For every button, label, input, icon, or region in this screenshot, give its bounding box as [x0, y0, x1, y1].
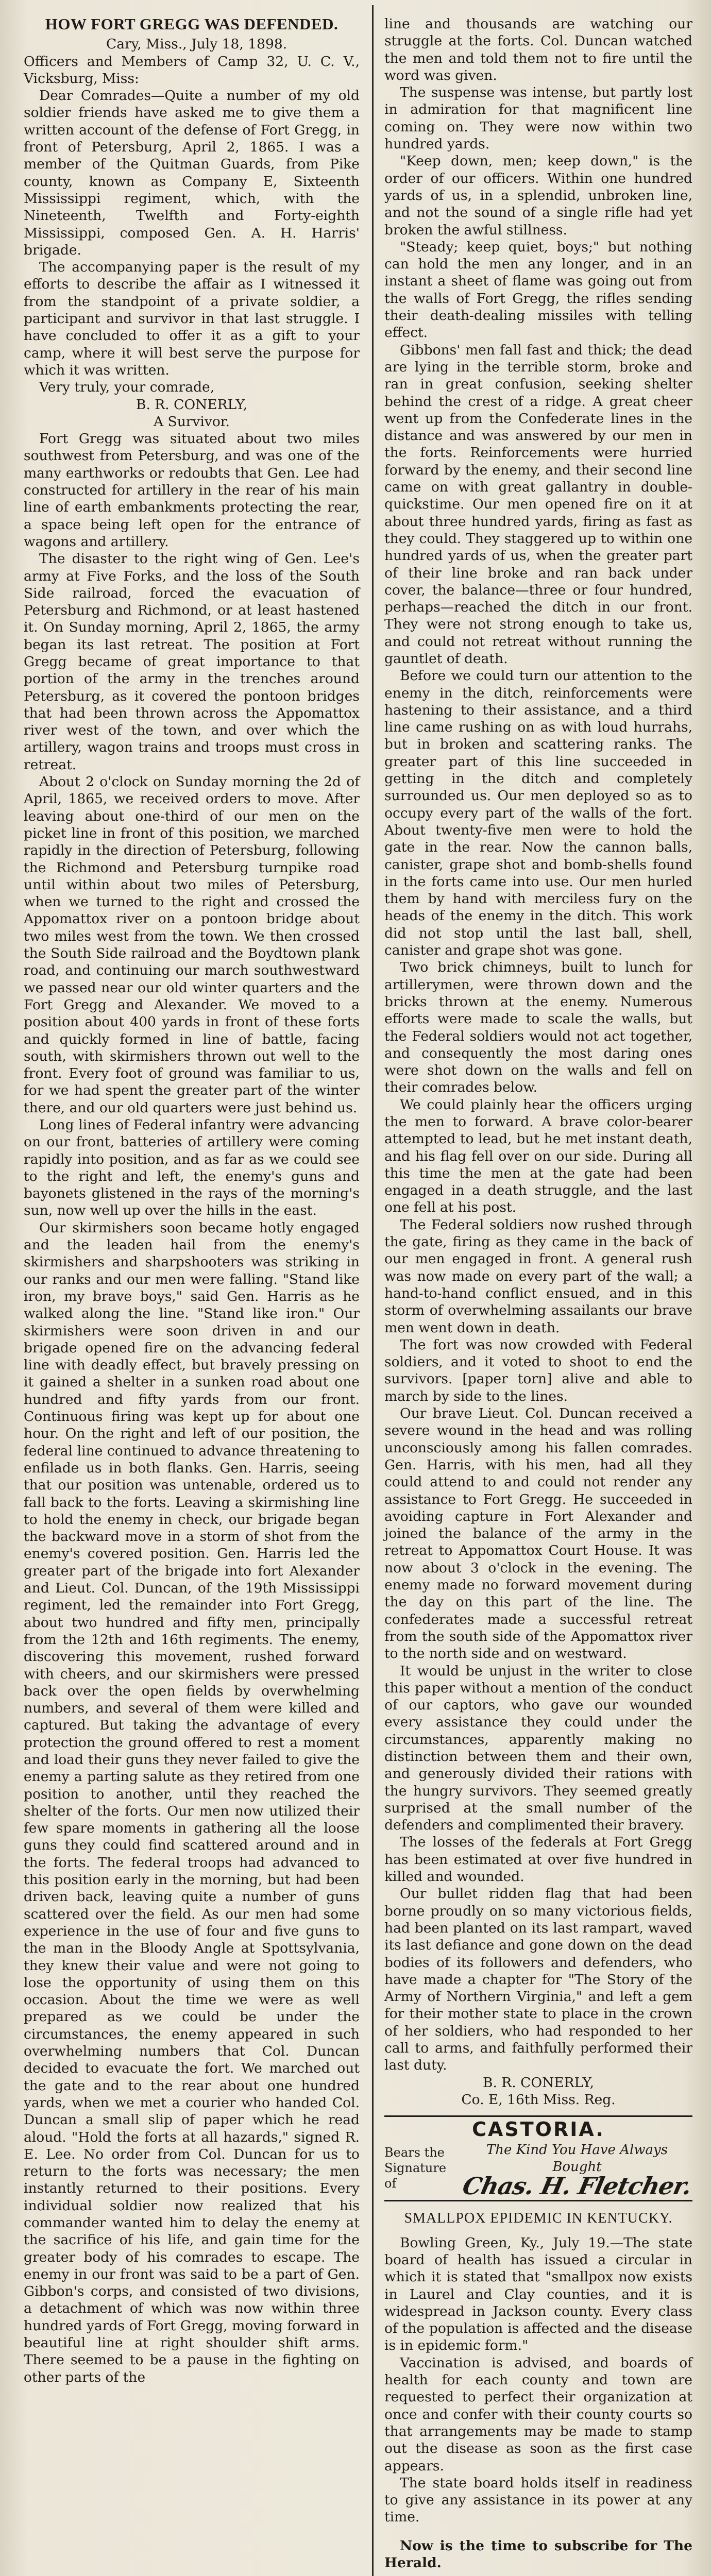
- body-paragraph: Our brave Lieut. Col. Duncan received a severe wound in the head and was rolling unconsciously among his fallen comrades. Gen. Harris, with his men, had all they could attend to and could not render any assistance to Fort Gregg. He succeeded in avoiding capture in Fort Alexander and joined the balance of the army in the retreat to Appomattox Court House. It was now about 3 o'clock in the evening. The enemy made no forward movement during the day on this part of the line. The confederates made a successful retreat from the south side of the Appomattox river to the north side and on westward.: [384, 1405, 692, 1662]
- closing-signature-title: Co. E, 16th Miss. Reg.: [461, 2091, 616, 2108]
- letter-paragraph: The accompanying paper is the result of my efforts to describe the affair as I witnessed it from the standpoint of a private soldier, a participant and survivor in that last struggle. I have concluded to offer it as a gift to your camp, where it will best serve the purpose for which it was written.: [24, 259, 360, 378]
- ad-left-line: Signature: [384, 2161, 447, 2176]
- ad-left-line: of: [384, 2176, 397, 2191]
- body-paragraph: The losses of the federals at Fort Gregg has been estimated at over five hundred in killed and wounded.: [384, 1834, 692, 1885]
- article-headline: HOW FORT GREGG WAS DEFENDED.: [45, 15, 338, 33]
- body-paragraph: Gibbons' men fall fast and thick; the dead are lying in the terrible storm, broke and ran in great confusion, seeking shelter behind the crest of a ridge. A great cheer went up from the Confederate lines in the distance and was answered by our men in the forts. Reinforcements were hurried forward by the enemy, and their second line came on with great gallantry in double-quickstime. Our men opened fire on it at about three hundred yards, firing as fast as they could. They staggered up to within one hundred yards of us, when the greater part of their line broke and ran back under cover, the balance—three or four hundred, perhaps—reached the ditch in our front. They were not strong enough to take us, and could not retreat without running the gauntlet of death.: [384, 342, 692, 667]
- body-paragraph: Fort Gregg was situated about two miles southwest from Petersburg, and was one of the many earthworks or redoubts that Gen. Lee had constructed for artillery in the rear of his main line of earth embankments protecting the rear, a space being left open for the entrance of wagons and artillery.: [24, 431, 360, 550]
- news-paragraph: The state board holds itself in readiness to give any assistance in its power at any time.: [384, 2475, 692, 2526]
- body-paragraph: Before we could turn our attention to the enemy in the ditch, reinforcements were hastening to their assistance, and a third line came rushing on as with loud hurrahs, but in broken and scattering ranks. The greater part of this line succeeded in getting in the ditch and completely surrounded us. Our men deployed so as to occupy every part of the walls of the fort. About twenty-five men were to hold the gate in the rear. Now the cannon balls, canister, grape shot and bomb-shells found in the forts came into use. Our men hurled them by hand with merciless fury on the heads of the enemy in the ditch. This work did not stop until the last ball, shell, canister and grape shot was gone.: [384, 668, 692, 959]
- ad-tagline: The Kind You Have Always Bought: [486, 2142, 668, 2175]
- ad-title: CASTORIA.: [472, 2118, 605, 2141]
- letter-paragraph: Dear Comrades—Quite a number of my old soldier friends have asked me to give them a written account of the defense of Fort Gregg, in front of Petersburg, April 2, 1865. I was a member of the Quitman Guards, from Pike county, known as Company E, Sixteenth Mississippi regiment, which, with the Nineteenth, Twelfth and Forty-eighth Mississippi, composed Gen. A. H. Harris' brigade.: [24, 88, 360, 258]
- body-paragraph: The suspense was intense, but partly lost in admiration for that magnificent line coming on. They were now within two hundred yards.: [384, 84, 692, 152]
- left-column: [24, 15, 360, 2386]
- body-paragraph: It would be unjust in the writer to close this paper without a mention of the conduct of our captors, who gave our wounded every assistance they could under the circumstances, apparently making no distinction between them and their own, and generously divided their rations with the hungry survivors. They seemed greatly surprised at the small number of the defenders and complimented their bravery.: [384, 1663, 692, 1834]
- body-paragraph: Two brick chimneys, built to lunch for artillerymen, were thrown down and the bricks thrown at the enemy. Numerous efforts were made to scale the walls, but the Federal soldiers would not act together, and consequently the most daring ones were shot down on the walls and fell on their comrades below.: [384, 959, 692, 1096]
- letter-closing: Very truly, your comrade,: [39, 379, 215, 396]
- castoria-advertisement: [384, 2115, 695, 2201]
- body-paragraph: Our bullet ridden flag that had been borne proudly on so many victorious fields, had been planted on its last rampart, waved its last defiance and gone down on the dead bodies of its followers and defenders, who have made a chapter for "The Story of the Army of Northern Virginia," and left a gem for their mother state to place in the crown of her soldiers, who had responded to her call to arms, and faithfully performed their last duty.: [384, 1886, 692, 2074]
- news-headline: SMALLPOX EPIDEMIC IN KENTUCKY.: [404, 2210, 673, 2227]
- body-paragraph: We could plainly hear the officers urging the men to forward. A brave color-bearer attempted to lead, but he met instant death, and his flag fell over on our side. During all this time the men at the gate had been engaged in a death struggle, and the last one fell at his post.: [384, 1096, 692, 1216]
- article-dateline: Cary, Miss., July 18, 1898.: [106, 36, 287, 53]
- body-paragraph: The fort was now crowded with Federal soldiers, and it voted to shoot to end the survivors. [paper torn] alive and able to march by side to the lines.: [384, 1336, 692, 1404]
- body-paragraph: About 2 o'clock on Sunday morning the 2d of April, 1865, we received orders to move. After leaving about one-third of our men on the picket line in front of this position, we marched rapidly in the direction of Petersburg, following the Richmond and Petersburg turnpike road until within about two miles of Petersburg, when we turned to the right and crossed the Appomattox river on a pontoon bridge about two miles west from the town. We then crossed the South Side railroad and the Boydtown plank road, and continuing our march southwestward we passed near our old winter quarters and the Fort Gregg and Alexander. We moved to a position about 400 yards in front of these forts and quickly formed in line of battle, facing south, with skirmishers thrown out well to the front. Every foot of ground was familiar to us, for we had spent the greater part of the winter there, and our old quarters were just behind us.: [24, 774, 360, 1116]
- author-title: A Survivor.: [153, 413, 230, 430]
- body-paragraph: The Federal soldiers now rushed through the gate, firing as they came in the back of our men engaged in front. A general rush was now made on every part of the wall; a hand-to-hand conflict ensued, and in this storm of overwhelming assailants our brave men went down in death.: [384, 1216, 692, 1336]
- body-paragraph: "Steady; keep quiet, boys;" but nothing can hold the men any longer, and in an instant a sheet of flame was going out from the walls of Fort Gregg, the rifles sending their death-dealing missiles with telling effect.: [384, 239, 692, 341]
- closing-signature-name: B. R. CONERLY,: [482, 2074, 594, 2091]
- body-paragraph: The disaster to the right wing of Gen. Lee's army at Five Forks, and the loss of the South Side railroad, forced the evacuation of Petersburg and Richmond, or at least hastened it. On Sunday morning, April 2, 1865, the army began its last retreat. The position at Fort Gregg became of great importance to that portion of the army in the trenches around Petersburg, as it covered the pontoon bridges that had been thrown across the Appomattox river west of the town, and over which the artillery, wagon trains and troops must cross in retreat.: [24, 551, 360, 773]
- ad-left-text: [384, 2145, 462, 2191]
- ad-left-line: Bears the: [384, 2145, 445, 2160]
- author-name: B. R. CONERLY,: [136, 396, 247, 413]
- ad-body: [384, 2142, 695, 2200]
- body-paragraph: "Keep down, men; keep down," is the order of our officers. Within one hundred yards of us, in a splendid, unbroken line, and not the sound of a single rifle had yet broken the awful stillness.: [384, 153, 692, 238]
- column-divider: [372, 5, 374, 2576]
- right-column: [384, 15, 695, 2571]
- article-salutation: Officers and Members of Camp 32, U. C. V., Vicksburg, Miss:: [24, 53, 360, 87]
- ad-right: [460, 2142, 695, 2200]
- body-paragraph: Our skirmishers soon became hotly engaged and the leaden hail from the enemy's skirmishers and sharpshooters was striking in our ranks and our men were falling. "Stand like iron, my brave boys," said Gen. Harris as he walked along the line. "Stand like iron." Our skirmishers were soon driven in and our brigade opened fire on the advancing federal line with deadly effect, but bravely pressing on it gained a shelter in a sunken road about one hundred and fifty yards from our front. Continuous firing was kept up for about one hour. On the right and left of our position, the federal line continued to advance threatening to enfilade us in both flanks. Gen. Harris, seeing that our position was untenable, ordered us to fall back to the forts. Leaving a skirmishing line to hold the enemy in check, our brigade began the backward move in a storm of shot from the enemy's covered position. Gen. Harris led the greater part of the brigade into fort Alexander and Lieut. Col. Duncan, of the 19th Mississippi regiment, led the remainder into Fort Gregg, about two hundred and fifty men, principally from the 12th and 16th regiments. The enemy, discovering this movement, rushed forward with cheers, and our skirmishers were pressed back over the open fields by overwhelming numbers, and several of them were killed and captured. But taking the advantage of every protection the ground offered to rest a moment and load their guns they never failed to give the enemy a parting salute as they retired from one position to another, until they reached the shelter of the forts. Our men now utilized their few spare moments in gathering all the loose guns they could find scattered around and in the forts. The federal troops had advanced to this position early in the morning, but had been driven back, leaving quite a number of guns scattered over the field. As our men had some experience in the use of four and five guns to the man in the Bloody Angle at Spottsylvania, they knew their value and were not going to lose the opportunity of using them on this occasion. About the time we were as well prepared as we could be under the circumstances, the enemy appeared in such overwhelming numbers that Col. Duncan decided to evacuate the fort. We marched out the gate and to the rear about one hundred yards, when we met a courier who handed Col. Duncan a small slip of paper which he read aloud. "Hold the forts at all hazards," signed R. E. Lee. No order from Col. Duncan for us to return to the forts was necessary; the men instantly returned to their positions. Every individual soldier now realized that his commander wanted him to delay the enemy at the sacrifice of his life, and gain time for the greater body of his comrades to escape. The enemy in our front was said to be a part of Gen. Gibbon's corps, and consisted of two divisions, a detachment of which was now within three hundred yards of Fort Gregg, moving forward in beautiful line at right shoulder shift arms. There seemed to be a pause in the fighting on other parts of the: [24, 1219, 360, 2385]
- fletcher-signature: Chas. H. Fletcher.: [460, 2172, 695, 2200]
- body-paragraph: line and thousands are watching our struggle at the forts. Col. Duncan watched the men and told them not to fire until the word was given.: [384, 16, 692, 83]
- subscribe-notice: Now is the time to subscribe for The Herald.: [384, 2537, 692, 2571]
- news-paragraph: Vaccination is advised, and boards of health for each county and town are requested to perfect their organization at once and confer with their county courts so that arrangements may be made to stamp out the disease as soon as the first case appears.: [384, 2354, 692, 2474]
- body-paragraph: Long lines of Federal infantry were advancing on our front, batteries of artillery were coming rapidly into position, and as far as we could see to the right and left, the enemy's guns and bayonets glistened in the rays of the morning's sun, now well up over the hills in the east.: [24, 1117, 360, 1219]
- news-paragraph: Bowling Green, Ky., July 19.—The state board of health has issued a circular in which it is stated that "smallpox now exists in Laurel and Clay counties, and it is widespread in Jackson county. Every class of the population is affected and the disease is in epidemic form.": [384, 2234, 692, 2354]
